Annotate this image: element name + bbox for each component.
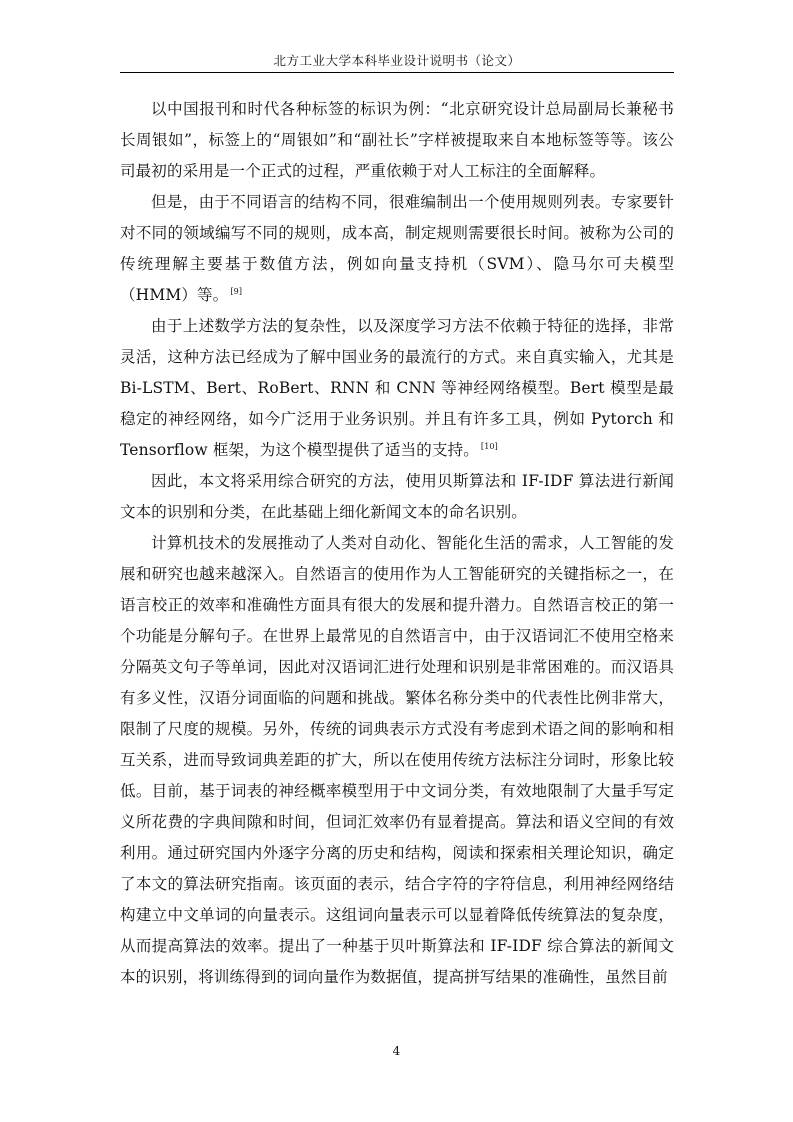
page-number: 4	[392, 1044, 401, 1058]
paragraph-3	[120, 311, 674, 466]
paragraph-5	[120, 528, 674, 993]
body-text	[120, 94, 674, 993]
paragraph-1	[120, 94, 674, 187]
paragraph-2	[120, 187, 674, 311]
paragraph-text: 因此，本文将采用综合研究的方法，使用贝斯算法和 IF-IDF 算法进行新闻文本的识别和分类，在此基础上细化新闻文本的命名识别。	[120, 472, 674, 521]
running-header	[120, 52, 674, 73]
paragraph-text: 由于上述数学方法的复杂性，以及深度学习方法不依赖于特征的选择，非常灵活，这种方法已经成为了解中国业务的最流行的方式。来自真实输入，尤其是Bi-LSTM、Bert、RoBert、RNN 和 CNN 等神经网络模型。Bert 模型是最稳定的神经网络，如今广泛用于业务识别。并且有许多工具，例如 Pytorch 和 Tensorflow 框架，为这个模型提供了适当的支持。	[120, 317, 674, 459]
paragraph-text: 以中国报刊和时代各种标签的标识为例：“北京研究设计总局副局长兼秘书长周银如”，标签上的“周银如”和“副社长”字样被提取来自本地标签等等。该公司最初的采用是一个正式的过程，严重依赖于对人工标注的全面解释。	[120, 100, 674, 180]
header-title: 北方工业大学本科毕业设计说明书（论文）	[273, 53, 521, 68]
paragraph-text: 但是，由于不同语言的结构不同，很难编制出一个使用规则列表。专家要针对不同的领域编写不同的规则，成本高，制定规则需要很长时间。被称为公司的传统理解主要基于数值方法，例如向量支持机（SVM）、隐马尔可夫模型（HMM）等。	[120, 193, 674, 304]
citation-9: [9]	[230, 286, 243, 296]
paragraph-text: 计算机技术的发展推动了人类对自动化、智能化生活的需求，人工智能的发展和研究也越来越深入。自然语言的使用作为人工智能研究的关键指标之一，在语言校正的效率和准确性方面具有很大的发展和提升潜力。自然语言校正的第一个功能是分解句子。在世界上最常见的自然语言中，由于汉语词汇不使用空格来分隔英文句子等单词，因此对汉语词汇进行处理和识别是非常困难的。而汉语具有多义性，汉语分词面临的问题和挑战。繁体名称分类中的代表性比例非常大，限制了尺度的规模。另外，传统的词典表示方式没有考虑到术语之间的影响和相互关系，进而导致词典差距的扩大，所以在使用传统方法标注分词时，形象比较低。目前，基于词表的神经概率模型用于中文词分类，有效地限制了大量手写定义所花费的字典间隙和时间，但词汇效率仍有显着提高。算法和语义空间的有效利用。通过研究国内外逐字分离的历史和结构，阅读和探索相关理论知识，确定了本文的算法研究指南。该页面的表示，结合字符的字符信息，利用神经网络结构建立中文单词的向量表示。这组词向量表示可以显着降低传统算法的复杂度，从而提高算法的效率。提出了一种基于贝叶斯算法和 IF-IDF 综合算法的新闻文本的识别，将训练得到的词向量作为数据值，提高拼写结果的准确性，虽然目前	[120, 534, 674, 986]
citation-10: [10]	[480, 441, 498, 451]
paragraph-4	[120, 466, 674, 528]
